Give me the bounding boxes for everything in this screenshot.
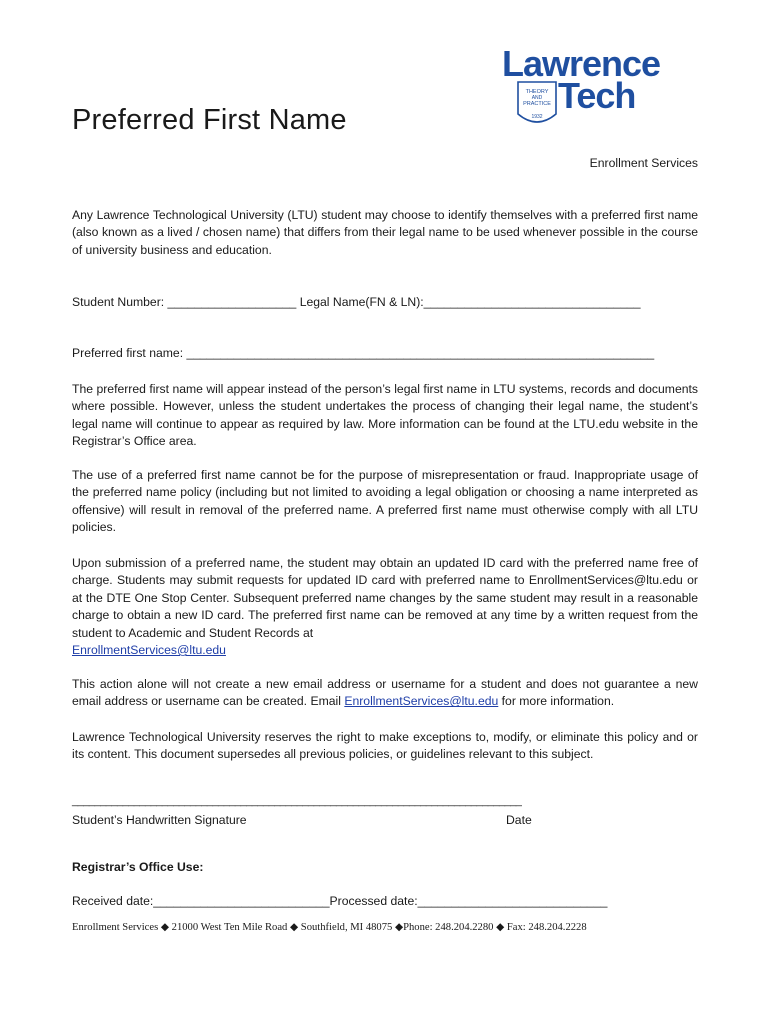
paragraph-email <box>72 676 698 711</box>
paragraph-id-card-text: Upon submission of a preferred name, the student may obtain an updated ID card with the preferred name free of charge. Students may submit requests for updated ID card with preferred name to EnrollmentServices@ltu.edu or at the DTE One Stop Center. Subsequent preferred name changes by the same student may result in a reasonable charge to obtain a new ID card. The preferred first name can be removed at any time by a written request from the student to Academic and Student Records at <box>72 556 698 640</box>
student-number-legal-name-field[interactable]: Student Number: ___________________ Legal Name(FN & LN):________________________________ <box>72 295 641 309</box>
enrollment-services-email-link[interactable]: EnrollmentServices@ltu.edu <box>72 643 226 658</box>
logo-word-lawrence: Lawrence <box>502 44 661 84</box>
paragraph-appearance: The preferred first name will appear instead of the person’s legal first name in LTU systems, records and documents where possible. However, unless the student undertakes the process of changing their legal name, the student’s legal name will continue to appear as required by law. More information can be found at the LTU.edu website in the Registrar’s Office area. <box>72 382 698 449</box>
logo-seal-theory: THEORY <box>525 89 549 95</box>
paragraph-misuse: The use of a preferred first name cannot be for the purpose of misrepresentation or fraud. Inappropriate usage of the preferred name policy (including but not limited to avoiding a legal obligation or choosing a name interpreted as offensive) will result in removal of the preferred name. A preferred first name must otherwise comply with all LTU policies. <box>72 468 698 535</box>
signature-line[interactable]: ________________________________________________________________________________ <box>72 795 522 807</box>
logo-seal-practice: PRACTICE <box>523 101 551 107</box>
preferred-first-name-field[interactable]: Preferred first name: _____________________________________________________________________ <box>72 346 655 360</box>
paragraph-id-card <box>72 555 698 659</box>
office-use-heading: Registrar’s Office Use: <box>72 860 204 874</box>
paragraph-email-text-start: This action alone will not create a new email address or username for a student and does not guarantee a new email address or username can be created. Email <box>72 677 698 709</box>
intro-paragraph: Any Lawrence Technological University (LTU) student may choose to identify themselves with a preferred first name (also known as a lived / chosen name) that differs from their legal name to be used whenever possible in the course of university business and education. <box>72 208 698 257</box>
department-name: Enrollment Services <box>589 156 698 170</box>
office-use-dates[interactable]: Received date:__________________________Processed date:____________________________ <box>72 894 608 908</box>
date-label: Date <box>506 813 532 827</box>
paragraph-email-text-end: for more information. <box>498 694 615 709</box>
page-title: Preferred First Name <box>72 104 347 136</box>
lawrence-tech-logo <box>500 44 665 132</box>
logo-seal-and: AND <box>531 95 543 101</box>
logo-graphic <box>500 44 665 132</box>
enrollment-services-email-link-2[interactable]: EnrollmentServices@ltu.edu <box>344 694 499 709</box>
logo-word-tech: Tech <box>558 75 636 116</box>
paragraph-reserves-right: Lawrence Technological University reserves the right to make exceptions to, modify, or eliminate this policy and or its content. This document supersedes all previous policies, or guidelines relevant to this subject. <box>72 730 698 762</box>
footer-contact: Enrollment Services ◆ 21000 West Ten Mile Road ◆ Southfield, MI 48075 ◆Phone: 248.204.2280 ◆ Fax: 248.204.2228 <box>72 922 587 933</box>
logo-seal-year: 1932 <box>531 114 543 120</box>
signature-label: Student’s Handwritten Signature <box>72 813 247 827</box>
